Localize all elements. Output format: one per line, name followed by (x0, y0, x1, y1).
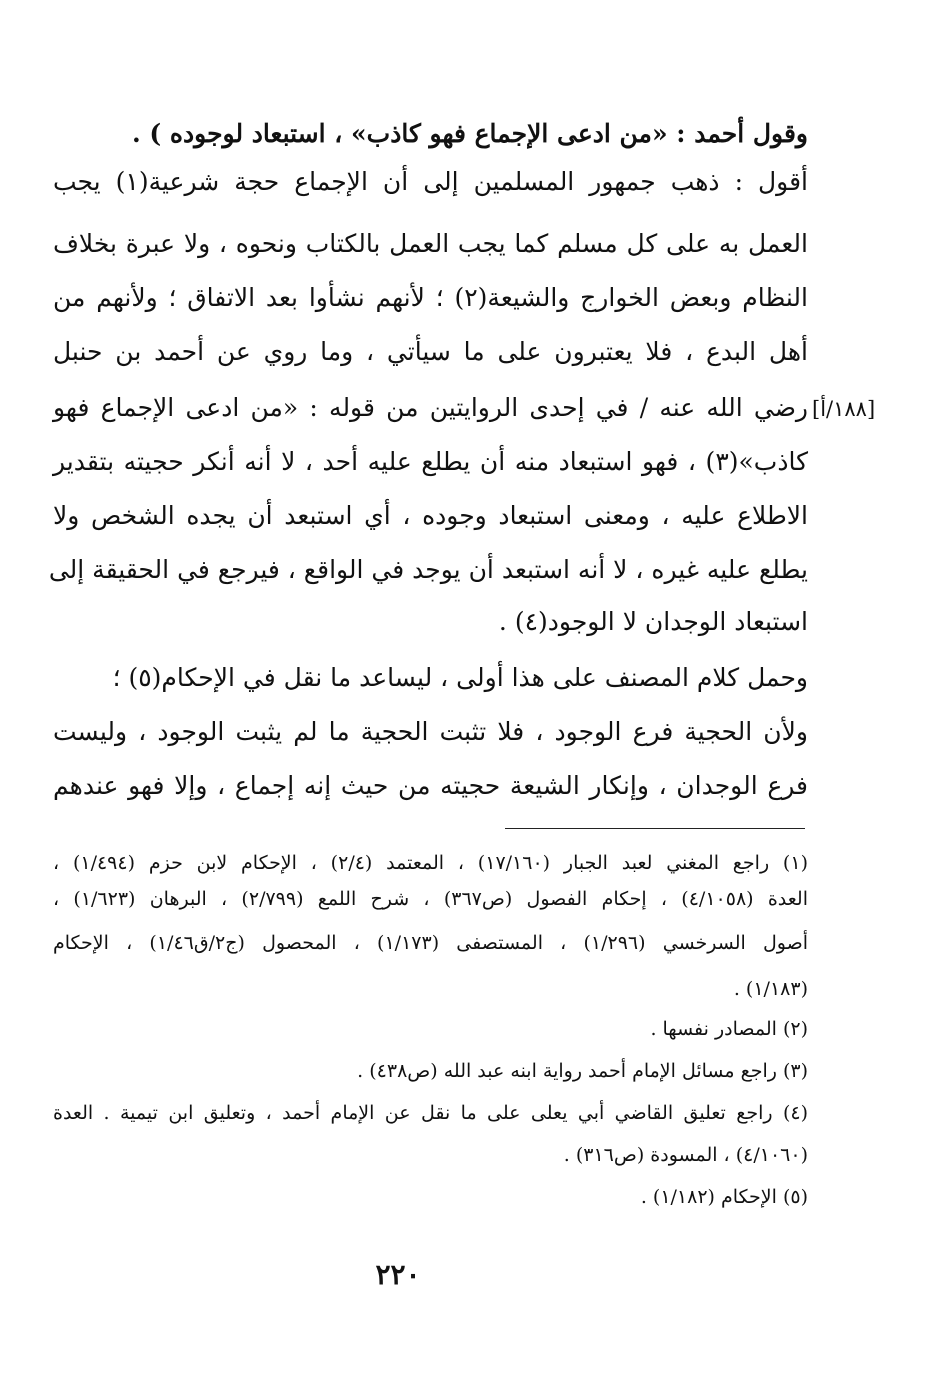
body-line-6: رضي الله عنه / في إحدى الروايتين من قوله : «من ادعى الإجماع فهو (53, 393, 808, 422)
body-line-2: أقول : ذهب جمهور المسلمين إلى أن الإجماع حجة شرعية(١) يجب (53, 167, 808, 196)
manuscript-folio-marker: [١٨٨/أ] (812, 397, 876, 421)
footnote-line-1: (١) راجع المغني لعبد الجبار (١٧/١٦٠) ، المعتمد (٢/٤) ، الإحكام لابن حزم (١/٤٩٤) ، (53, 852, 808, 874)
body-line-1: وقول أحمد : «من ادعى الإجماع فهو كاذب» ، استبعاد لوجوده ) . (131, 119, 808, 148)
footnote-line-5: (٢) المصادر نفسها . (650, 1018, 808, 1040)
footnote-line-8: (٤/١٠٦٠) ، المسودة (ص٣١٦) . (563, 1144, 808, 1166)
footnote-line-2: العدة (٤/١٠٥٨) ، إحكام الفصول (ص٣٦٧) ، شرح اللمع (٢/٧٩٩) ، البرهان (١/٦٢٣) ، (53, 888, 808, 910)
body-line-13: فرع الوجدان ، وإنكار الشيعة حجيته من حيث إنه إجماع ، وإلا فهو عندهم (53, 771, 808, 800)
body-line-10: استبعاد الوجدان لا الوجود(٤) . (498, 607, 808, 636)
footnote-line-4: (١/١٨٣) . (733, 978, 808, 1000)
body-line-3: العمل به على كل مسلم كما يجب العمل بالكتاب ونحوه ، ولا عبرة بخلاف (53, 229, 808, 258)
footnote-separator (505, 828, 805, 829)
body-line-4: النظام وبعض الخوارج والشيعة(٢) ؛ لأنهم نشأوا بعد الاتفاق ؛ ولأنهم من (53, 283, 808, 312)
body-line-12: ولأن الحجية فرع الوجود ، فلا تثبت الحجية ما لم يثبت الوجود ، وليست (53, 717, 808, 746)
footnote-line-7: (٤) راجع تعليق القاضي أبي يعلى على ما نقل عن الإمام أحمد ، وتعليق ابن تيمية . العدة (53, 1102, 808, 1124)
body-line-5: أهل البدع ، فلا يعتبرون على ما سيأتي ، وما روي عن أحمد بن حنبل (53, 337, 808, 366)
body-line-11: وحمل كلام المصنف على هذا أولى ، ليساعد ما نقل في الإحكام(٥) ؛ (112, 663, 808, 692)
footnote-line-3: أصول السرخسي (١/٢٩٦) ، المستصفى (١/١٧٣) ، المحصول (ج٢/ق١/٤٦) ، الإحكام (53, 932, 808, 954)
body-line-7: كاذب»(٣) ، فهو استبعاد منه أن يطلع عليه أحد ، لا أنه أنكر حجيته بتقدير (53, 447, 808, 476)
body-line-9: يطلع عليه غيره ، لا أنه استبعد أن يوجد في الواقع ، فيرجع في الحقيقة إلى (48, 555, 808, 584)
page-number: ٢٢٠ (375, 1258, 421, 1291)
body-line-8: الاطلاع عليه ، ومعنى استبعاد وجوده ، أي استبعد أن يجده الشخص ولا (53, 501, 808, 530)
footnote-line-9: (٥) الإحكام (١/١٨٢) . (640, 1186, 808, 1208)
footnote-line-6: (٣) راجع مسائل الإمام أحمد رواية ابنه عبد الله (ص٤٣٨) . (357, 1060, 808, 1082)
